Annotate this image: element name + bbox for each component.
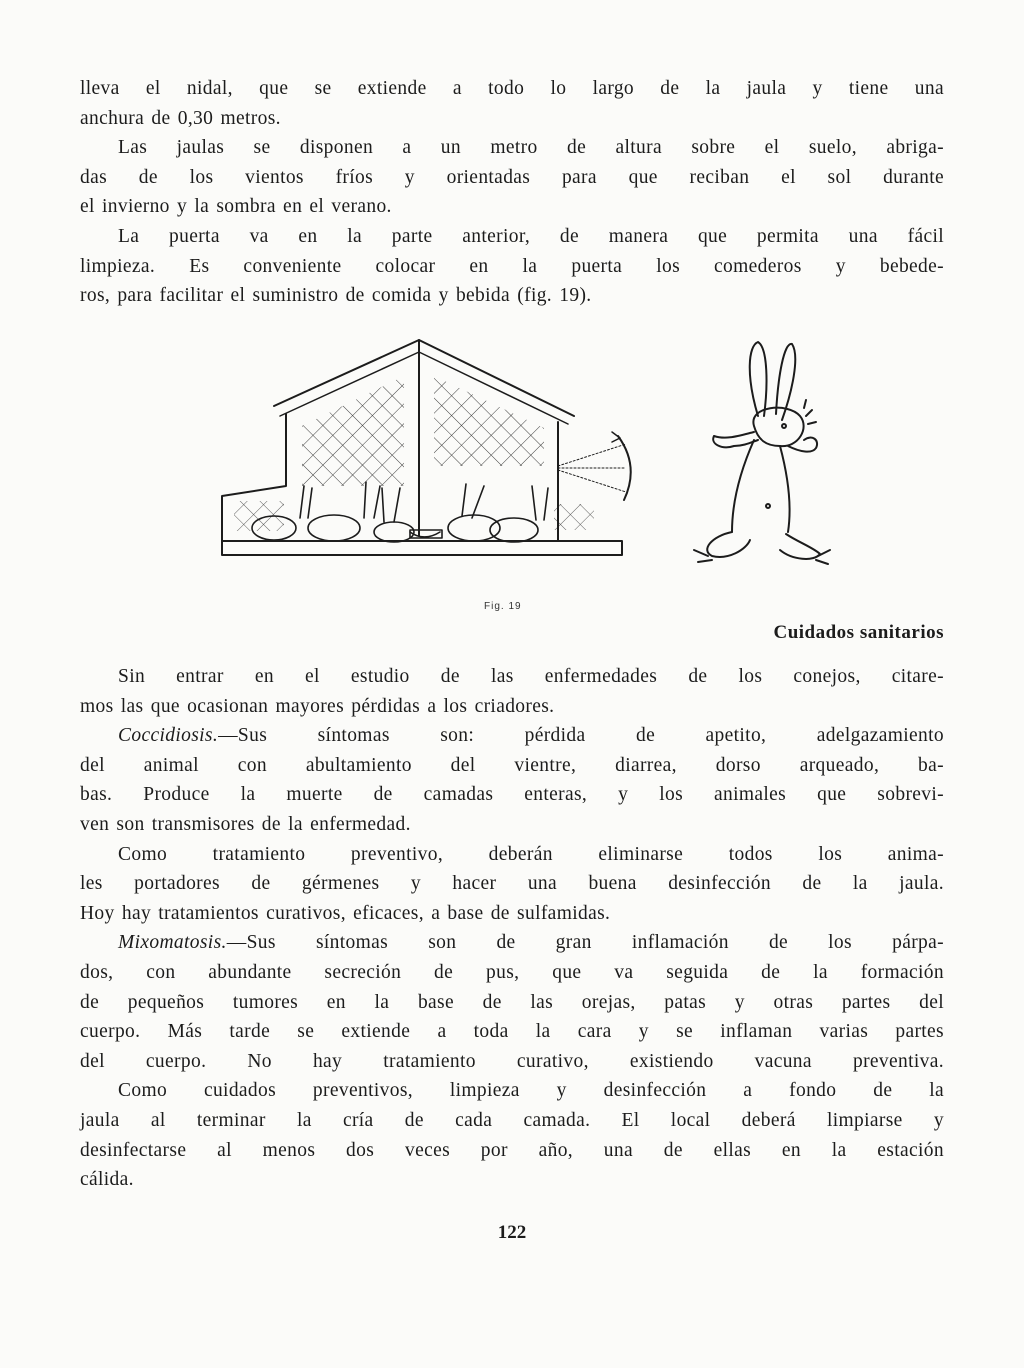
text-line: desinfectarse al menos dos veces por año, una de ellas en la estación [80,1139,944,1161]
text-segment: —Sus síntomas son de gran inflamación de los párpa- [226,932,944,954]
paragraph-intro [80,662,944,721]
text-line: La puerta va en la parte anterior, de manera que permita una fácil [118,225,944,247]
text-line: les portadores de gérmenes y hacer una buena desinfección de la jaula. [80,873,944,895]
text-line: das de los vientos fríos y orientadas para que reciban el sol durante [80,166,944,188]
text-line: dos, con abundante secreción de pus, que va seguida de la formación [80,961,944,983]
term-mixomatosis: Mixomatosis. [118,932,227,954]
hutch-illustration [214,336,644,572]
paragraph-nidal [80,74,944,133]
paragraph-puerta [80,222,944,311]
text-line: ven son transmisores de la enfermedad. [80,813,411,835]
text-segment: —Sus síntomas son: pérdida de apetito, adelgazamiento [218,725,944,747]
hutch-drawing [214,336,644,572]
figure-caption: Fig. 19 [484,601,522,612]
text-line: de pequeños tumores en la base de las orejas, patas y otras partes del [80,991,944,1013]
text-line: Sin entrar en el estudio de las enfermedades de los conejos, citare- [118,666,944,687]
term-coccidiosis: Coccidiosis. [118,725,219,747]
paragraph-jaulas-altura [80,133,944,222]
rabbit-drawing [688,336,834,572]
text-line: del cuerpo. No hay tratamiento curativo, existiendo vacuna preventiva. [80,1050,944,1072]
text-line: ros, para facilitar el suministro de comida y bebida (fig. 19). [80,285,592,307]
text-line [80,928,944,958]
text-line: anchura de 0,30 metros. [80,107,281,129]
paragraph-mixomatosis [80,928,944,1076]
text-line: Las jaulas se disponen a un metro de altura sobre el suelo, abriga- [118,137,944,159]
text-line: jaula al terminar la cría de cada camada. El local deberá limpiarse y [80,1109,944,1131]
text-line: Como tratamiento preventivo, deberán eliminarse todos los anima- [118,843,944,865]
paragraph-tratamiento [80,840,944,929]
paragraph-coccidiosis [80,721,944,839]
text-line: cuerpo. Más tarde se extiende a toda la cara y se inflaman varias partes [80,1021,944,1043]
text-line: Como cuidados preventivos, limpieza y desinfección a fondo de la [118,1080,944,1102]
text-line: limpieza. Es conveniente colocar en la puerta los comederos y bebede- [80,255,944,277]
top-text-block [80,74,944,311]
paragraph-cuidados-preventivos [80,1076,944,1194]
text-line: bas. Produce la muerte de camadas enteras, y los animales que sobrevi- [80,784,944,806]
text-line: Hoy hay tratamientos curativos, eficaces, a base de sulfamidas. [80,902,611,924]
text-line: mos las que ocasionan mayores pérdidas a los criadores. [80,695,555,717]
page-number: 122 [497,1222,527,1243]
text-line: el invierno y la sombra en el verano. [80,196,392,218]
rabbit-illustration [688,336,834,572]
text-line: del animal con abultamiento del vientre, diarrea, dorso arqueado, ba- [80,754,944,776]
body-text-block [80,662,944,1195]
text-line: cálida. [80,1169,134,1191]
text-line [80,721,944,751]
text-line: lleva el nidal, que se extiende a todo lo largo de la jaula y tiene una [80,78,944,99]
section-title: Cuidados sanitarios [773,622,944,643]
